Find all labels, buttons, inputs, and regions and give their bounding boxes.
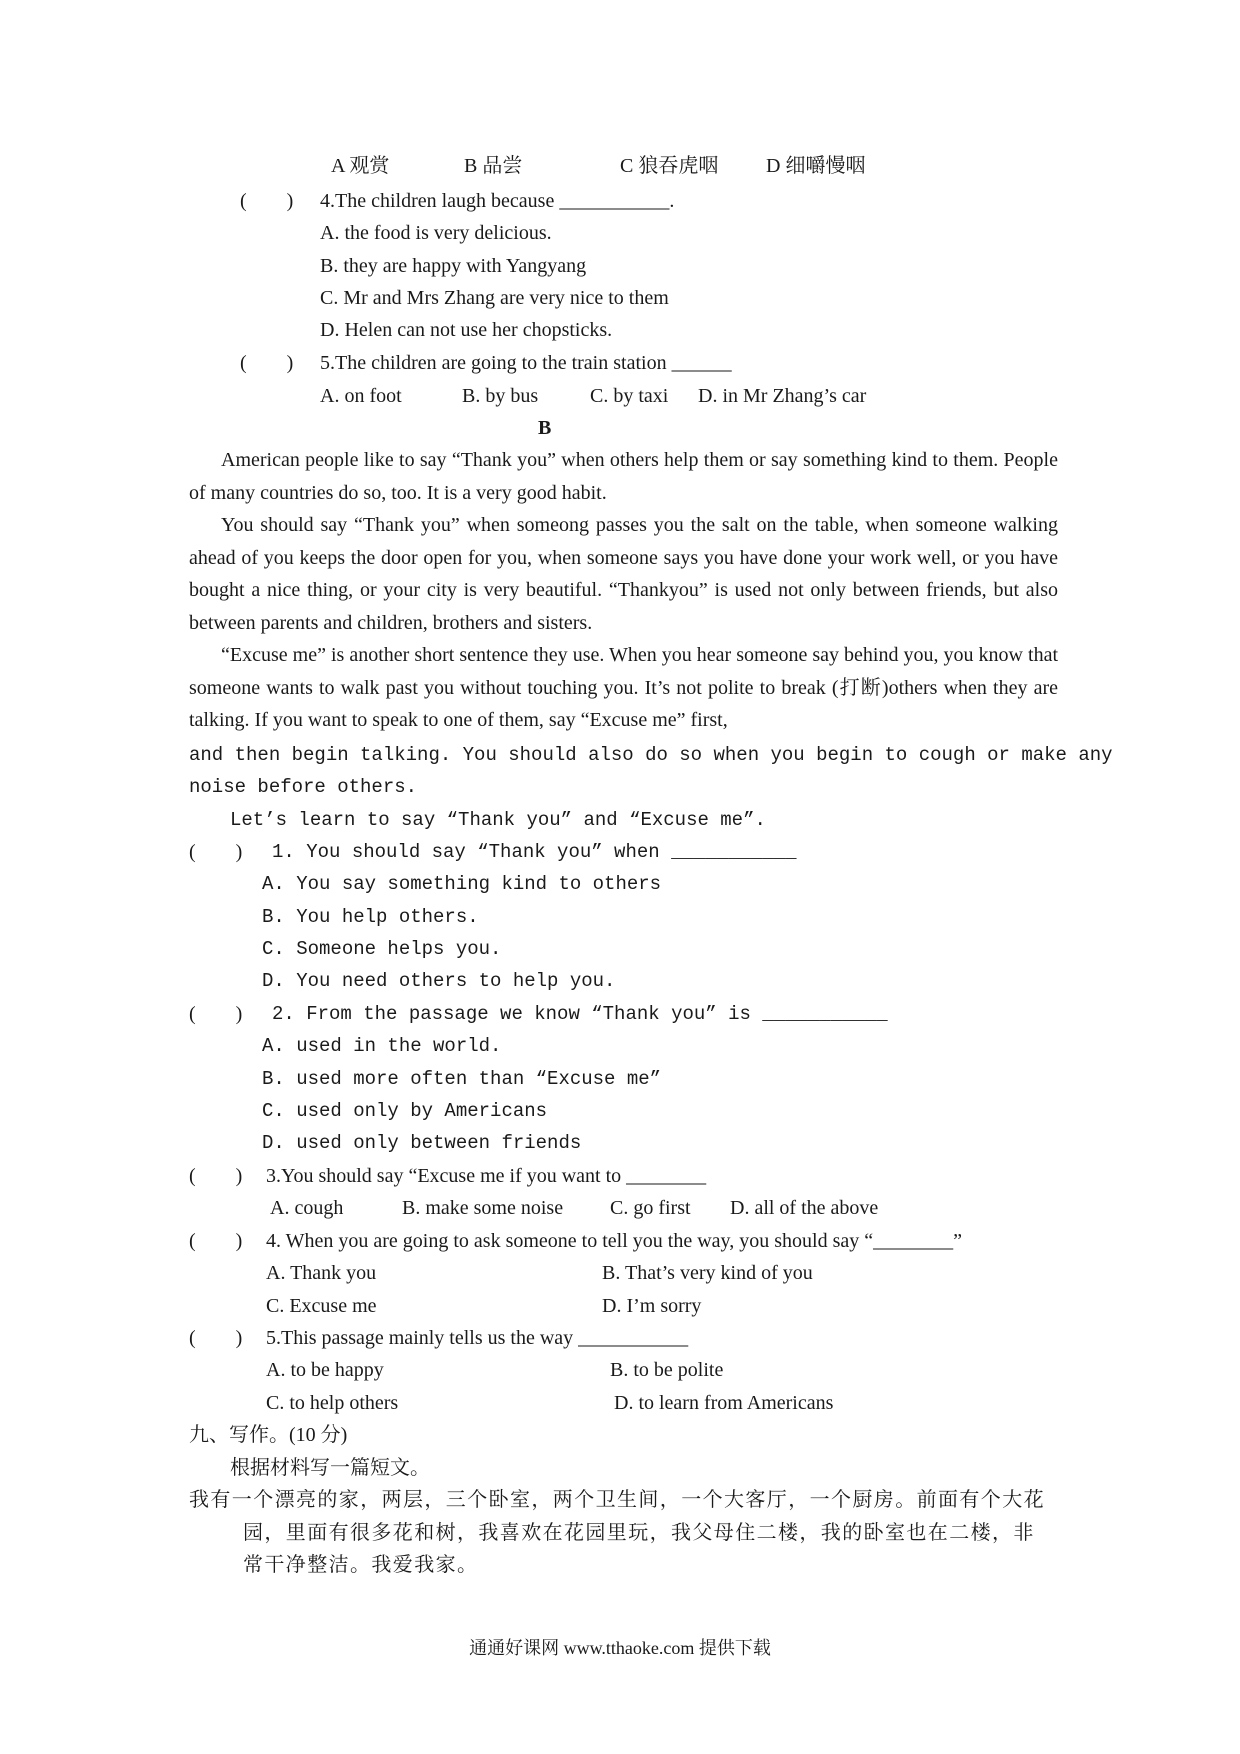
question-stem: 1. You should say “Thank you” when ___________ (272, 841, 797, 863)
answer-paren: ( ) (240, 190, 294, 212)
paragraph-text: You should say “Thank you” when someong passes you the salt on the table, when someone walking ahead of you keeps the door open for you, when someone says you have done your work well, or you have bought a nice thing, or your city is very beautiful. “Thankyou” is used not only between friends, but also between parents and children, brothers and sisters. (189, 514, 1058, 634)
option-b: B. You help others. (262, 906, 479, 928)
passage-heading: B (538, 417, 552, 439)
option-a: A. the food is very delicious. (320, 222, 552, 244)
option-c-cn: C 狼吞虎咽 (620, 155, 719, 177)
option-a: A. used in the world. (262, 1035, 502, 1057)
option-c: C. Mr and Mrs Zhang are very nice to them (320, 287, 669, 309)
writing-material: 园，里面有很多花和树，我喜欢在花园里玩，我父母住二楼，我的卧室也在二楼，非 (243, 1522, 1035, 1544)
question-stem: 4. When you are going to ask someone to tell you the way, you should say “________” (266, 1230, 962, 1252)
answer-paren: ( ) (189, 841, 243, 863)
option-a: A. You say something kind to others (262, 873, 662, 895)
option-b: B. make some noise (402, 1197, 564, 1219)
option-b: B. by bus (462, 385, 539, 407)
paragraph-text: “Excuse me” is another short sentence they use. When you hear someone say behind you, you know that someone wants to walk past you without touching you. It’s not polite to break (打断)others when they are talking. If you want to speak to one of them, say “Excuse me” first, (189, 644, 1058, 731)
page-footer: 通通好课网 www.tthaoke.com 提供下载 (469, 1638, 771, 1658)
option-d: D. Helen can not use her chopsticks. (320, 319, 613, 341)
answer-paren: ( ) (240, 352, 294, 374)
option-b: B. they are happy with Yangyang (320, 255, 587, 277)
paragraph-text: American people like to say “Thank you” when others help them or say something kind to them. People of many countries do so, too. It is a very good habit. (189, 449, 1058, 504)
question-stem: 2. From the passage we know “Thank you” is ___________ (272, 1003, 888, 1025)
passage-line: and then begin talking. You should also do so when you begin to cough or make any (189, 744, 1113, 766)
passage-paragraph (189, 509, 1058, 639)
option-d: D. to learn from Americans (614, 1392, 834, 1414)
option-b: B. to be polite (610, 1359, 724, 1381)
option-c: C. go first (610, 1197, 691, 1219)
passage-line: Let’s learn to say “Thank you” and “Excuse me”. (230, 809, 766, 831)
option-b: B. That’s very kind of you (602, 1262, 813, 1284)
question-stem: 4.The children laugh because ___________. (320, 190, 675, 212)
option-c: C. Someone helps you. (262, 938, 502, 960)
writing-material: 常干净整洁。我爱我家。 (243, 1554, 479, 1576)
option-d: D. in Mr Zhang’s car (698, 385, 867, 407)
writing-material: 我有一个漂亮的家，两层，三个卧室，两个卫生间，一个大客厅，一个厨房。前面有个大花 (189, 1489, 1045, 1511)
option-d: D. used only between friends (262, 1132, 582, 1154)
writing-instruction: 根据材料写一篇短文。 (230, 1457, 430, 1479)
passage-paragraph (189, 639, 1058, 737)
option-d: D. I’m sorry (602, 1295, 702, 1317)
option-a: A. on foot (320, 385, 402, 407)
answer-paren: ( ) (189, 1230, 243, 1252)
question-stem: 5.This passage mainly tells us the way ___________ (266, 1327, 689, 1349)
option-d: D. all of the above (730, 1197, 879, 1219)
answer-paren: ( ) (189, 1327, 243, 1349)
answer-paren: ( ) (189, 1003, 243, 1025)
option-d-cn: D 细嚼慢咽 (766, 155, 866, 177)
option-c: C. to help others (266, 1392, 399, 1414)
question-stem: 5.The children are going to the train station ______ (320, 352, 732, 374)
option-a: A. to be happy (266, 1359, 384, 1381)
option-d: D. You need others to help you. (262, 970, 616, 992)
answer-paren: ( ) (189, 1165, 243, 1187)
option-c: C. by taxi (590, 385, 669, 407)
option-a: A. cough (270, 1197, 344, 1219)
option-a: A. Thank you (266, 1262, 377, 1284)
option-c: C. Excuse me (266, 1295, 377, 1317)
question-stem: 3.You should say “Excuse me if you want to ________ (266, 1165, 707, 1187)
option-a-cn: A 观赏 (331, 155, 390, 177)
option-b-cn: B 品尝 (464, 155, 523, 177)
section-heading: 九、写作。(10 分) (189, 1424, 348, 1446)
option-c: C. used only by Americans (262, 1100, 548, 1122)
passage-line: noise before others. (189, 776, 418, 798)
passage-paragraph (189, 444, 1058, 509)
option-b: B. used more often than “Excuse me” (262, 1068, 662, 1090)
